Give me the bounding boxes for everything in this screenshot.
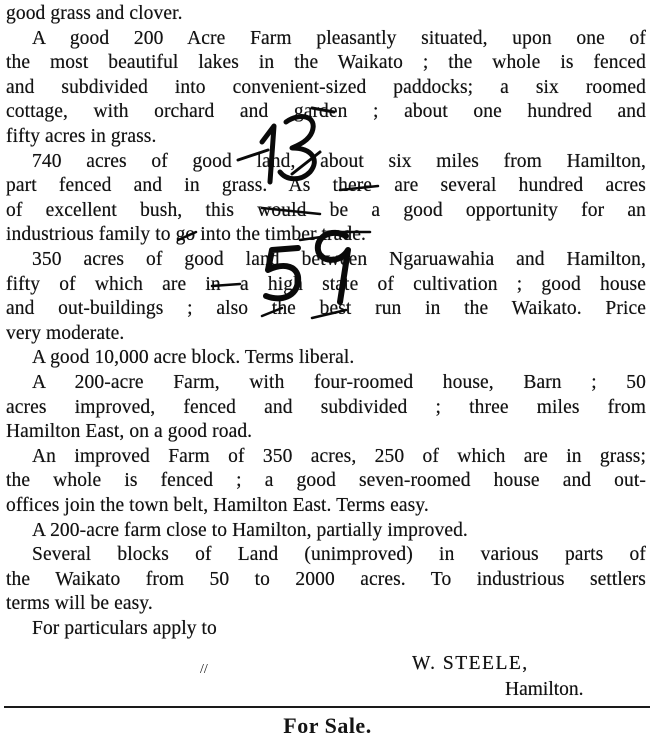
next-section-heading: For Sale.: [283, 713, 372, 738]
ad-text-line: cottage, with orchard and garden ; about one hundred and: [6, 101, 646, 123]
ad-text-line: industrious family to go into the timber trade.: [6, 224, 366, 246]
ad-text-line: and subdivided into convenient-sized paddocks; a six roomed: [6, 76, 646, 98]
ad-text-line: acres improved, fenced and subdivided ; three miles from: [6, 396, 646, 418]
advertiser-name: W. STEELE,: [412, 653, 529, 674]
ad-text-line: For particulars apply to: [32, 618, 217, 639]
ad-text-line: 350 acres of good land between Ngaruawahia and Hamilton,: [32, 249, 646, 270]
advertiser-place: Hamilton.: [505, 679, 584, 700]
ad-text-line: A good 200 Acre Farm pleasantly situated, upon one of: [32, 27, 646, 49]
ad-text-line: fifty of which are in a high state of cultivation ; good house: [6, 273, 646, 295]
ad-text-line: A good 10,000 acre block. Terms liberal.: [32, 347, 355, 369]
ad-text-line: part fenced and in grass. As there are several hundred acres: [6, 175, 646, 197]
ad-text-line: of excellent bush, this would be a good opportunity for an: [6, 199, 646, 221]
ad-text-line: A 200-acre farm close to Hamilton, partially improved.: [32, 519, 468, 541]
ad-text-line: Hamilton East, on a good road.: [6, 421, 253, 443]
ad-text-line: terms will be easy.: [6, 593, 153, 615]
ad-text-line: and out-buildings ; also the best run in the Waikato. Price: [6, 298, 646, 320]
ad-text-line: the most beautiful lakes in the Waikato ; the whole is fenced: [6, 52, 646, 74]
ad-text-line: the whole is fenced ; a good seven-roomed house and out-: [6, 470, 646, 492]
ad-text-line: 740 acres of good land, about six miles from Hamilton,: [32, 150, 646, 172]
ad-text-line: very moderate.: [6, 322, 125, 344]
stray-ink-mark: //: [200, 662, 208, 677]
ad-text-line: offices join the town belt, Hamilton East. Terms easy.: [6, 495, 429, 516]
ad-text-line: the Waikato from 50 to 2000 acres. To industrious settlers: [6, 568, 646, 590]
ad-text-line: fifty acres in grass.: [6, 126, 157, 147]
ad-text-line: Several blocks of Land (unimproved) in various parts of: [32, 544, 646, 566]
ad-text-line: A 200-acre Farm, with four-roomed house, Barn ; 50: [32, 372, 646, 393]
column-divider-rule: [4, 706, 650, 708]
ad-text-line: An improved Farm of 350 acres, 250 of which are in grass;: [32, 445, 646, 467]
ad-text-line: good grass and clover.: [6, 3, 183, 24]
